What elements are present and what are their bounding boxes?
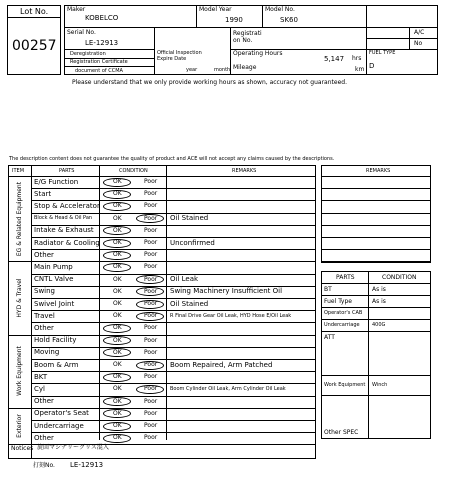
- part-label: Start: [34, 189, 52, 198]
- selection-circle: [136, 385, 164, 394]
- footer-value: LE-12913: [70, 461, 104, 469]
- right-part-undercarriage: Undercarriage: [324, 322, 360, 328]
- right-parts-box: [321, 271, 431, 439]
- poor-option[interactable]: Poor: [144, 385, 158, 393]
- poor-option[interactable]: Poor: [144, 202, 158, 210]
- right-parts-header: PARTS: [336, 274, 355, 281]
- ac-value: No: [414, 40, 423, 47]
- ok-option[interactable]: OK: [113, 287, 122, 295]
- part-label: Hold Facility: [34, 336, 77, 345]
- right-cond-undercarriage: 400G: [372, 322, 386, 328]
- selection-circle: [136, 300, 164, 309]
- ok-option[interactable]: OK: [113, 409, 122, 417]
- year-label: year: [186, 67, 198, 73]
- km-label: km: [355, 66, 365, 73]
- ok-option[interactable]: OK: [113, 251, 122, 259]
- header-remarks: REMARKS: [232, 168, 257, 174]
- selection-circle: [136, 312, 164, 321]
- maker-value: KOBELCO: [85, 14, 119, 22]
- disclaimer: The description content does not guarantee the quality of product and ACE will not accept any claims caused by the descriptions.: [9, 156, 335, 162]
- right-part-fuel: Fuel Type: [324, 298, 352, 305]
- ok-option[interactable]: OK: [113, 422, 122, 429]
- part-label: Other: [34, 324, 54, 332]
- poor-option[interactable]: Poor: [144, 336, 158, 344]
- ok-option[interactable]: OK: [113, 324, 122, 332]
- ok-option[interactable]: OK: [113, 214, 122, 222]
- mileage-label: Mileage: [233, 64, 257, 71]
- ok-option[interactable]: OK: [113, 385, 122, 393]
- remark-text: R Final Drive Gear Oil Leak, HYD Hose E/Oil Leak: [170, 312, 292, 319]
- operating-hours-label: Operating Hours: [233, 50, 283, 57]
- remark-text: Oil Leak: [170, 275, 199, 284]
- selection-circle: [103, 178, 131, 187]
- deregistration-label: Deregistration: [70, 51, 106, 57]
- model-year-value: 1990: [225, 16, 243, 24]
- ok-option[interactable]: OK: [113, 361, 122, 368]
- poor-option[interactable]: Poor: [144, 239, 158, 246]
- remark-text: Oil Stained: [170, 299, 209, 308]
- poor-option[interactable]: Poor: [144, 348, 158, 356]
- right-cond-bt: As is: [372, 286, 386, 293]
- notices-value: 旋回マシナリーグリス混入: [37, 444, 109, 451]
- ok-option[interactable]: OK: [113, 226, 122, 234]
- part-label: E/G Function: [34, 177, 79, 186]
- maker-label: Maker: [67, 6, 86, 13]
- hours-note: Please understand that we only provide working hours as shown, accuracy not guaranteed.: [72, 79, 347, 86]
- part-label: BKT: [34, 372, 48, 381]
- part-label: Boom & Arm: [34, 360, 79, 369]
- selection-circle: [103, 434, 131, 443]
- part-label: Block & Head & Oil Pan: [34, 215, 93, 222]
- poor-option[interactable]: Poor: [144, 361, 158, 368]
- month-label: month: [214, 67, 231, 73]
- part-label: Other: [34, 433, 54, 442]
- part-label: Swing: [34, 287, 55, 296]
- poor-option[interactable]: Poor: [144, 312, 158, 320]
- right-other-spec-label: Other SPEC: [324, 429, 359, 436]
- poor-option[interactable]: Poor: [144, 263, 158, 271]
- selection-circle: [136, 361, 164, 370]
- ok-option[interactable]: OK: [113, 312, 122, 320]
- part-label: Radiator & Cooling: [34, 238, 100, 247]
- header-item: ITEM: [12, 168, 25, 174]
- selection-circle: [103, 202, 131, 211]
- selection-circle: [103, 239, 131, 248]
- ok-option[interactable]: OK: [113, 190, 122, 198]
- poor-option[interactable]: Poor: [144, 300, 158, 307]
- remark-text: Unconfirmed: [170, 238, 215, 247]
- selection-circle: [103, 422, 131, 431]
- poor-option[interactable]: Poor: [144, 251, 158, 259]
- ok-option[interactable]: OK: [113, 348, 122, 356]
- part-label: Other: [34, 397, 54, 406]
- official-inspection-label: Official Inspection Expire Date: [157, 50, 202, 62]
- part-label: Undercarriage: [34, 421, 84, 430]
- right-remarks-header: REMARKS: [366, 168, 391, 174]
- model-no-value: SK60: [280, 16, 298, 24]
- group-label: EG & Related Equipment: [15, 181, 23, 256]
- ok-option[interactable]: OK: [113, 373, 122, 381]
- lot-label: Lot No.: [20, 7, 49, 16]
- selection-circle: [103, 373, 131, 382]
- remark-text: Oil Stained: [170, 214, 209, 223]
- ok-option[interactable]: OK: [113, 178, 122, 185]
- ok-option[interactable]: OK: [113, 239, 122, 246]
- poor-option[interactable]: Poor: [144, 373, 158, 381]
- right-part-cab: Operator's CAB: [324, 310, 363, 316]
- part-label: Intake & Exhaust: [34, 226, 94, 235]
- ok-option[interactable]: OK: [113, 263, 122, 271]
- ok-option[interactable]: OK: [113, 275, 122, 283]
- header-parts: PARTS: [59, 168, 75, 174]
- operating-hours-value: 5,147: [324, 55, 345, 63]
- selection-circle: [103, 190, 131, 199]
- poor-option[interactable]: Poor: [144, 226, 158, 234]
- serial-value: LE-12913: [85, 39, 119, 47]
- poor-option[interactable]: Poor: [144, 178, 158, 185]
- serial-label: Serial No.: [67, 29, 96, 36]
- document-of-ccma-label: document of CCMA: [75, 68, 123, 74]
- part-label: Swivel Joint: [34, 299, 75, 308]
- fuel-type-label: FUEL TYPE: [369, 50, 396, 56]
- group-label: Exterior: [15, 414, 23, 438]
- selection-circle: [103, 324, 131, 333]
- group-label: HYD & Travel: [15, 278, 23, 318]
- selection-circle: [103, 251, 131, 260]
- ok-option[interactable]: OK: [113, 300, 122, 307]
- part-label: Moving: [34, 348, 60, 357]
- part-label: Operator's Seat: [34, 409, 89, 418]
- poor-option[interactable]: Poor: [144, 214, 158, 222]
- part-label: Other: [34, 250, 54, 259]
- remark-text: Boom Cylinder Oil Leak, Arm Cylinder Oil Leak: [170, 386, 286, 392]
- poor-option[interactable]: Poor: [144, 397, 158, 405]
- notices-label: Notices: [11, 445, 34, 452]
- poor-option[interactable]: Poor: [144, 422, 158, 429]
- poor-option[interactable]: Poor: [144, 287, 158, 295]
- footer-label: 打刻No.: [33, 462, 55, 469]
- selection-circle: [103, 263, 131, 272]
- right-cond-fuel: As is: [372, 298, 386, 305]
- right-condition-header: CONDITION: [382, 274, 417, 281]
- fuel-type-value: D: [369, 62, 375, 70]
- right-work-equipment-label: Work Equipment: [324, 382, 366, 388]
- ok-option[interactable]: OK: [113, 434, 122, 442]
- right-part-bt: BT: [324, 286, 332, 293]
- ok-option[interactable]: OK: [113, 397, 122, 405]
- registration-certificate-label: Registration Certificate: [70, 59, 128, 65]
- ok-option[interactable]: OK: [113, 202, 122, 210]
- poor-option[interactable]: Poor: [144, 190, 158, 198]
- lot-number: 00257: [12, 38, 57, 54]
- model-year-label: Model Year: [199, 6, 232, 13]
- part-label: Stop & Accelerator: [34, 202, 100, 210]
- model-no-label: Model No.: [265, 6, 295, 13]
- poor-option[interactable]: Poor: [144, 409, 158, 417]
- remark-text: Swing Machinery Insufficient Oil: [170, 287, 283, 296]
- right-att-label: ATT: [324, 334, 335, 341]
- part-label: CNTL Valve: [34, 275, 74, 284]
- registration-label: Registrati on No.: [233, 30, 262, 45]
- remark-text: Boom Repaired, Arm Patched: [170, 360, 273, 369]
- poor-option[interactable]: Poor: [144, 434, 158, 442]
- poor-option[interactable]: Poor: [144, 324, 158, 332]
- part-label: Travel: [34, 311, 55, 320]
- ac-label: A/C: [414, 29, 425, 36]
- header-condition: CONDITION: [119, 168, 148, 174]
- part-label: Main Pump: [34, 263, 73, 271]
- part-label: Cyl: [34, 385, 45, 393]
- ok-option[interactable]: OK: [113, 336, 122, 344]
- hrs-label: hrs: [352, 55, 362, 62]
- poor-option[interactable]: Poor: [144, 275, 158, 283]
- group-label: Work Equipment: [15, 346, 23, 397]
- right-work-equipment-value: Winch: [372, 382, 388, 388]
